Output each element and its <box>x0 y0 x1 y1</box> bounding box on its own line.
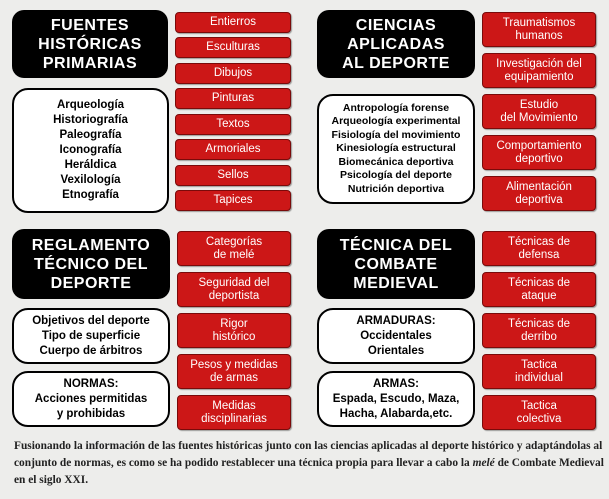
ciencias-aplicadas-title: CIENCIAS APLICADAS AL DEPORTE <box>317 10 475 78</box>
list-item: Etnografía <box>62 189 119 201</box>
tag-tecnicas-defensa: Técnicas de defensa <box>482 231 596 266</box>
tag-tecnicas-derribo: Técnicas de derribo <box>482 313 596 348</box>
list-item: Objetivos del deporte <box>32 314 150 327</box>
tecnica-combate-title: TÉCNICA DEL COMBATE MEDIEVAL <box>317 229 475 299</box>
list-item: Espada, Escudo, Maza, <box>332 392 460 405</box>
list-item: Heráldica <box>64 159 117 171</box>
tag-comportamiento-deportivo: Comportamiento deportivo <box>482 135 596 170</box>
list-item: Vexilología <box>60 174 121 186</box>
list-item: Nutrición deportiva <box>347 182 445 195</box>
tag-armoriales: Armoriales <box>175 139 291 160</box>
tag-seguridad-deportista: Seguridad del deportista <box>177 272 291 307</box>
list-item: Antropología forense <box>342 101 450 114</box>
list-item: Arqueología <box>56 99 125 111</box>
tag-dibujos: Dibujos <box>175 63 291 84</box>
tag-pinturas: Pinturas <box>175 88 291 109</box>
reglamento-box-objetivos <box>12 308 170 364</box>
list-item: Biomecánica deportiva <box>338 155 454 168</box>
tag-tapices: Tapices <box>175 190 291 211</box>
list-item: y prohibidas <box>56 407 126 420</box>
tag-traumatismos: Traumatismos humanos <box>482 12 596 47</box>
fuentes-historicas-list <box>12 88 169 213</box>
tecnica-box-armas <box>317 371 475 427</box>
list-item: Iconografía <box>59 144 122 156</box>
ciencias-aplicadas-list <box>317 94 475 204</box>
tag-rigor-historico: Rigor histórico <box>177 313 291 348</box>
list-item: Orientales <box>367 344 425 357</box>
list-item: Fisiología del movimiento <box>331 128 461 141</box>
reglamento-tecnico-title: REGLAMENTO TÉCNICO DEL DEPORTE <box>12 229 170 299</box>
list-item: Kinesiología estructural <box>336 142 456 155</box>
tag-tactica-colectiva: Tactica colectiva <box>482 395 596 430</box>
list-item: NORMAS: <box>63 377 119 390</box>
list-item: ARMAS: <box>373 377 419 390</box>
figure-caption: Fusionando la información de las fuentes históricas junto con las ciencias aplicadas al deporte histórico y adaptándolas al conjunto de normas, es como se ha podido restablecer una técnica propia para llevar a cabo la melé de Combate Medieval en el siglo XXI. <box>14 440 604 486</box>
ciencias-tags <box>482 12 596 211</box>
list-item: Occidentales <box>360 329 432 342</box>
tecnica-tags <box>482 231 596 430</box>
list-item: ARMADURAS: <box>356 314 436 327</box>
tag-investigacion-equipamiento: Investigación del equipamiento <box>482 53 596 88</box>
list-item: Psicología del deporte <box>339 169 453 182</box>
tag-alimentacion-deportiva: Alimentación deportiva <box>482 176 596 211</box>
reglamento-box-normas <box>12 371 170 427</box>
fuentes-historicas-title: FUENTES HISTÓRICAS PRIMARIAS <box>12 10 168 78</box>
tag-textos: Textos <box>175 114 291 135</box>
tag-entierros: Entierros <box>175 12 291 33</box>
tag-tecnicas-ataque: Técnicas de ataque <box>482 272 596 307</box>
list-item: Historiografía <box>53 114 128 126</box>
tag-sellos: Sellos <box>175 165 291 186</box>
tecnica-box-armaduras <box>317 308 475 364</box>
tag-tactica-individual: Tactica individual <box>482 354 596 389</box>
tag-categorias-mele: Categorías de melé <box>177 231 291 266</box>
tag-pesos-medidas: Pesos y medidas de armas <box>177 354 291 389</box>
list-item: Cuerpo de árbitros <box>39 344 143 357</box>
list-item: Hacha, Alabarda,etc. <box>339 407 453 420</box>
fuentes-tags <box>175 12 291 211</box>
list-item: Tipo de superficie <box>41 329 141 342</box>
tag-medidas-disciplinarias: Medidas disciplinarias <box>177 395 291 430</box>
tag-esculturas: Esculturas <box>175 37 291 58</box>
tag-estudio-movimiento: Estudio del Movimiento <box>482 94 596 129</box>
list-item: Arqueología experimental <box>331 115 461 128</box>
list-item: Paleografía <box>59 129 122 141</box>
reglamento-tags <box>177 231 291 430</box>
list-item: Acciones permitidas <box>34 392 148 405</box>
